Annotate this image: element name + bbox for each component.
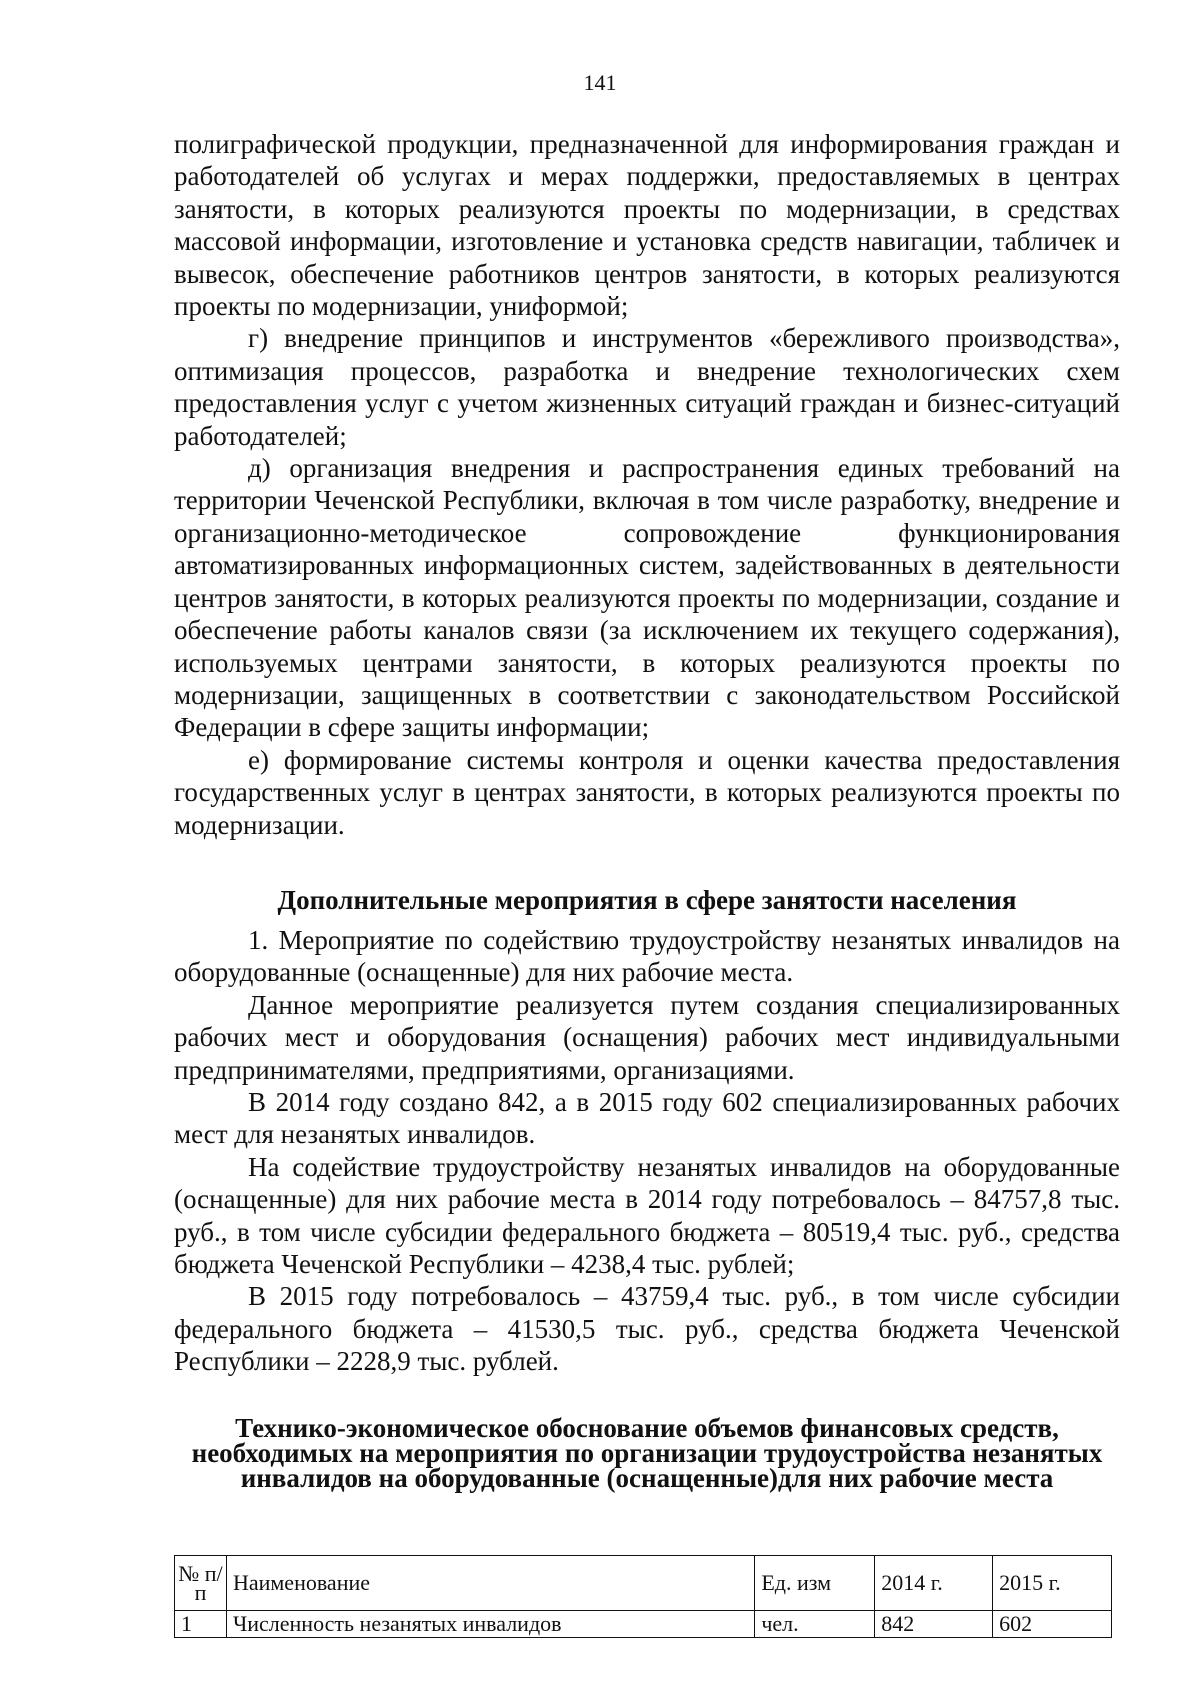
header-2014: 2014 г. — [875, 1556, 993, 1611]
header-num: № п/п — [175, 1556, 227, 1611]
header-unit: Ед. изм — [755, 1556, 875, 1611]
paragraph: 1. Мероприятие по содействию трудоустройству незанятых инвалидов на оборудованные (оснащенные) для них рабочие места. — [174, 924, 1120, 988]
paragraph: д) организация внедрения и распространения единых требований на территории Чеченской Республики, включая в том числе разработку, внедрение и организационно-методическое сопровождение функционирования автоматизированных информационных систем, задействованных в деятельности центров занятости, в которых реализуются проекты по модернизации, создание и обеспечение работы каналов связи (за исключением их текущего содержания), используемых центрами занятости, в которых реализуются проекты по модернизации, защищенных в соответствии с законодательством Российской Федерации в сфере защиты информации; — [174, 453, 1120, 743]
paragraphs-mid — [174, 924, 1120, 1378]
section-heading: Дополнительные мероприятия в сфере занятости населения — [277, 884, 1017, 915]
header-2015: 2015 г. — [993, 1556, 1112, 1611]
paragraph: е) формирование системы контроля и оценки качества предоставления государственных услуг в центрах занятости, в которых реализуются проекты по модернизации. — [174, 744, 1120, 840]
table-row — [175, 1611, 1112, 1638]
table-container — [174, 1555, 1112, 1638]
paragraph: В 2014 году создано 842, а в 2015 году 602 специализированных рабочих мест для незанятых инвалидов. — [174, 1086, 1120, 1150]
cell-num: 1 — [175, 1611, 227, 1638]
page-number: 141 — [583, 70, 617, 95]
cell-2015: 602 — [993, 1611, 1112, 1638]
table-header-row — [175, 1556, 1112, 1611]
cell-name: Численность незанятых инвалидов — [226, 1611, 754, 1638]
table-title: Технико-экономическое обоснование объемов финансовых средств, необходимых на мероприятия по организации трудоустройства незанятых инвалидов на оборудованные (оснащенные)для них рабочие места — [191, 1412, 1103, 1493]
paragraphs-top — [174, 128, 1120, 841]
cell-unit: чел. — [755, 1611, 875, 1638]
financing-table — [174, 1555, 1112, 1638]
paragraph: полиграфической продукции, предназначенной для информирования граждан и работодателей об услугах и мерах поддержки, предоставляемых в центрах занятости, в которых реализуются проекты по модернизации, в средствах массовой информации, изготовление и установка средств навигации, табличек и вывесок, обеспечение работников центров занятости, в которых реализуются проекты по модернизации, униформой; — [174, 129, 1120, 322]
paragraph: На содействие трудоустройству незанятых инвалидов на оборудованные (оснащенные) для них рабочие места в 2014 году потребовалось – 84757,8 тыс. руб., в том числе субсидии федерального бюджета – 80519,4 тыс. руб., средства бюджета Чеченской Республики – 4238,4 тыс. рублей; — [174, 1151, 1120, 1279]
paragraph: В 2015 году потребовалось – 43759,4 тыс. руб., в том числе субсидии федерального бюджета – 41530,5 тыс. руб., средства бюджета Чеченской Республики – 2228,9 тыс. рублей. — [174, 1281, 1120, 1377]
header-name: Наименование — [226, 1556, 754, 1611]
paragraph: Данное мероприятие реализуется путем создания специализированных рабочих мест и оборудования (оснащения) рабочих мест индивидуальными предпринимателями, предприятиями, организациями. — [174, 989, 1120, 1085]
document-body — [174, 128, 1120, 1491]
paragraph: г) внедрение принципов и инструментов «бережливого производства», оптимизация процессов, разработка и внедрение технологических схем предоставления услуг с учетом жизненных ситуаций граждан и бизнес-ситуаций работодателей; — [174, 323, 1120, 451]
cell-2014: 842 — [875, 1611, 993, 1638]
